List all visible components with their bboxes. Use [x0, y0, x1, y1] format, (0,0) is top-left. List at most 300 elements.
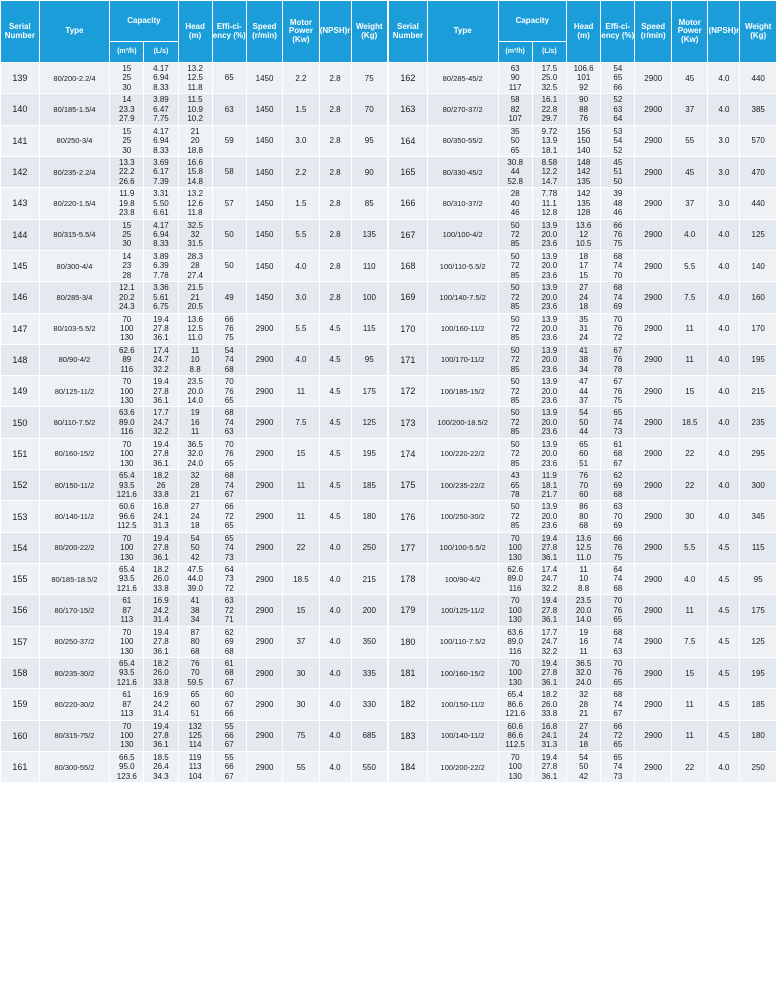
cell-motor-power: 5.5: [671, 532, 708, 563]
cell-serial-number: 183: [389, 720, 428, 751]
cell-motor-power: 7.5: [283, 407, 319, 438]
cell-npshr: 4.5: [708, 564, 740, 595]
cell-serial-number: 168: [389, 250, 428, 281]
cell-capacity-ls: 13.9 20.0 23.6: [532, 407, 566, 438]
cell-serial-number: 151: [1, 438, 40, 469]
cell-npshr: 2.8: [319, 156, 351, 187]
header-speed: Speed (r/min): [635, 1, 672, 63]
cell-speed: 2900: [246, 501, 282, 532]
cell-efficiency: 68 74 67: [212, 470, 246, 501]
cell-capacity-ls: 7.78 11.1 12.8: [532, 188, 566, 219]
cell-head: 119 113 104: [178, 751, 212, 782]
cell-speed: 2900: [635, 313, 672, 344]
cell-weight: 125: [351, 407, 388, 438]
cell-capacity-m3h: 65.4 93.5 121.6: [110, 564, 144, 595]
cell-serial-number: 140: [1, 94, 40, 125]
cell-speed: 2900: [635, 720, 672, 751]
cell-motor-power: 5.5: [283, 313, 319, 344]
cell-efficiency: 63 72 71: [212, 595, 246, 626]
cell-speed: 2900: [635, 344, 672, 375]
cell-serial-number: 170: [389, 313, 428, 344]
table-row: [1, 751, 388, 782]
cell-type: 80/250-3/4: [39, 125, 110, 156]
cell-capacity-ls: 13.9 20.0 23.6: [532, 344, 566, 375]
cell-npshr: 4.5: [708, 689, 740, 720]
cell-serial-number: 175: [389, 470, 428, 501]
cell-type: 80/185-18.5/2: [39, 564, 110, 595]
cell-efficiency: 49: [212, 282, 246, 313]
cell-motor-power: 3.0: [283, 125, 319, 156]
cell-motor-power: 30: [283, 657, 319, 688]
cell-capacity-ls: 17.4 24.7 32.2: [144, 344, 178, 375]
table-row: [389, 344, 777, 375]
cell-type: 100/200-18.5/2: [427, 407, 498, 438]
table-row: [1, 532, 388, 563]
cell-type: 80/235-30/2: [39, 657, 110, 688]
cell-serial-number: 169: [389, 282, 428, 313]
table-row: [389, 282, 777, 313]
pump-spec-table-right: [388, 0, 777, 783]
cell-weight: 440: [740, 188, 777, 219]
cell-capacity-m3h: 61 87 113: [110, 689, 144, 720]
cell-npshr: 4.5: [319, 376, 351, 407]
cell-motor-power: 75: [283, 720, 319, 751]
cell-speed: 2900: [246, 532, 282, 563]
table-row: [389, 689, 777, 720]
cell-head: 27 24 18: [567, 282, 601, 313]
table-row: [389, 94, 777, 125]
cell-weight: 200: [351, 595, 388, 626]
cell-motor-power: 11: [283, 376, 319, 407]
cell-speed: 2900: [635, 595, 672, 626]
cell-npshr: 2.8: [319, 125, 351, 156]
cell-serial-number: 180: [389, 626, 428, 657]
header-capacity: Capacity: [110, 1, 178, 42]
cell-motor-power: 22: [671, 438, 708, 469]
cell-weight: 385: [740, 94, 777, 125]
cell-type: 80/235-2.2/4: [39, 156, 110, 187]
cell-weight: 70: [351, 94, 388, 125]
cell-motor-power: 15: [671, 376, 708, 407]
cell-capacity-m3h: 30.8 44 52.8: [498, 156, 532, 187]
cell-weight: 170: [740, 313, 777, 344]
cell-capacity-m3h: 50 72 85: [498, 219, 532, 250]
cell-head: 35 31 24: [567, 313, 601, 344]
cell-capacity-ls: 19.4 27.8 36.1: [144, 313, 178, 344]
cell-serial-number: 153: [1, 501, 40, 532]
table-row: [1, 470, 388, 501]
cell-npshr: 4.0: [319, 657, 351, 688]
table-row: [389, 751, 777, 782]
cell-speed: 2900: [635, 63, 672, 94]
cell-motor-power: 4.0: [283, 250, 319, 281]
table-row: [1, 282, 388, 313]
cell-speed: 2900: [635, 532, 672, 563]
cell-npshr: 4.0: [319, 532, 351, 563]
cell-npshr: 4.0: [708, 94, 740, 125]
header-head: Head (m): [178, 1, 212, 63]
cell-capacity-m3h: 12.1 20.2 24.3: [110, 282, 144, 313]
cell-motor-power: 11: [671, 689, 708, 720]
cell-capacity-m3h: 70 100 130: [110, 626, 144, 657]
cell-speed: 2900: [635, 407, 672, 438]
cell-capacity-m3h: 15 25 30: [110, 63, 144, 94]
table-row: [1, 313, 388, 344]
cell-serial-number: 152: [1, 470, 40, 501]
cell-speed: 2900: [246, 470, 282, 501]
cell-head: 32 28 21: [178, 470, 212, 501]
cell-weight: 195: [740, 657, 777, 688]
table-row: [1, 626, 388, 657]
cell-type: 100/200-22/2: [427, 751, 498, 782]
cell-weight: 250: [351, 532, 388, 563]
cell-efficiency: 68 74 63: [601, 626, 635, 657]
cell-head: 19 16 11: [178, 407, 212, 438]
cell-weight: 110: [351, 250, 388, 281]
cell-npshr: 4.5: [708, 720, 740, 751]
cell-head: 23.5 20.0 14.0: [567, 595, 601, 626]
cell-capacity-m3h: 50 72 85: [498, 344, 532, 375]
cell-serial-number: 159: [1, 689, 40, 720]
cell-capacity-m3h: 70 100 130: [110, 532, 144, 563]
cell-efficiency: 59: [212, 125, 246, 156]
cell-serial-number: 181: [389, 657, 428, 688]
cell-serial-number: 156: [1, 595, 40, 626]
cell-head: 18 17 15: [567, 250, 601, 281]
cell-capacity-m3h: 65.4 93.5 121.6: [110, 470, 144, 501]
cell-efficiency: 45 51 50: [601, 156, 635, 187]
cell-speed: 2900: [635, 626, 672, 657]
cell-weight: 350: [351, 626, 388, 657]
cell-efficiency: 62 69 68: [601, 470, 635, 501]
table-row: [1, 344, 388, 375]
cell-speed: 1450: [246, 156, 282, 187]
cell-weight: 335: [351, 657, 388, 688]
table-header-left: [1, 1, 388, 63]
cell-npshr: 4.5: [708, 626, 740, 657]
cell-weight: 95: [351, 125, 388, 156]
cell-weight: 180: [351, 501, 388, 532]
cell-weight: 550: [351, 751, 388, 782]
cell-motor-power: 45: [671, 63, 708, 94]
cell-capacity-m3h: 15 25 30: [110, 125, 144, 156]
cell-speed: 1450: [246, 282, 282, 313]
cell-npshr: 4.0: [319, 595, 351, 626]
cell-type: 100/110-5.5/2: [427, 250, 498, 281]
cell-weight: 180: [740, 720, 777, 751]
table-row: [1, 501, 388, 532]
cell-head: 36.5 32.0 24.0: [178, 438, 212, 469]
cell-capacity-m3h: 63.6 89.0 116: [110, 407, 144, 438]
cell-motor-power: 11: [283, 470, 319, 501]
cell-speed: 1450: [246, 63, 282, 94]
table-row: [389, 470, 777, 501]
cell-head: 65 60 51: [178, 689, 212, 720]
cell-efficiency: 68 74 63: [212, 407, 246, 438]
cell-efficiency: 66 76 75: [212, 313, 246, 344]
cell-capacity-m3h: 50 72 85: [498, 250, 532, 281]
cell-weight: 135: [351, 219, 388, 250]
cell-type: 80/200-22/2: [39, 532, 110, 563]
cell-serial-number: 178: [389, 564, 428, 595]
cell-efficiency: 52 63 64: [601, 94, 635, 125]
cell-efficiency: 65 74 73: [601, 407, 635, 438]
cell-capacity-m3h: 50 72 85: [498, 407, 532, 438]
cell-speed: 2900: [635, 501, 672, 532]
table-row: [1, 63, 388, 94]
cell-head: 19 16 11: [567, 626, 601, 657]
cell-efficiency: 64 74 68: [601, 564, 635, 595]
header-weight: Weight (Kg): [740, 1, 777, 63]
cell-capacity-m3h: 70 100 130: [110, 313, 144, 344]
cell-serial-number: 145: [1, 250, 40, 281]
cell-weight: 125: [740, 219, 777, 250]
cell-npshr: 4.0: [319, 564, 351, 595]
cell-motor-power: 11: [671, 344, 708, 375]
cell-efficiency: 53 54 52: [601, 125, 635, 156]
cell-capacity-m3h: 15 25 30: [110, 219, 144, 250]
cell-capacity-ls: 3.31 5.50 6.61: [144, 188, 178, 219]
header-serial-number: Serial Number: [1, 1, 40, 63]
cell-capacity-ls: 3.69 6.17 7.39: [144, 156, 178, 187]
cell-type: 100/125-11/2: [427, 595, 498, 626]
cell-head: 65 60 51: [567, 438, 601, 469]
cell-serial-number: 161: [1, 751, 40, 782]
header-motor-power: Motor Power (Kw): [283, 1, 319, 63]
cell-weight: 440: [740, 63, 777, 94]
cell-npshr: 3.0: [708, 188, 740, 219]
cell-type: 80/315-75/2: [39, 720, 110, 751]
cell-capacity-ls: 17.5 25.0 32.5: [532, 63, 566, 94]
cell-motor-power: 11: [671, 720, 708, 751]
cell-efficiency: 50: [212, 250, 246, 281]
cell-efficiency: 65 74 73: [212, 532, 246, 563]
cell-capacity-ls: 4.17 6.94 8.33: [144, 219, 178, 250]
cell-capacity-m3h: 70 100 130: [110, 720, 144, 751]
cell-efficiency: 61 68 67: [212, 657, 246, 688]
table-body-left: [1, 63, 388, 783]
cell-head: 54 50 42: [178, 532, 212, 563]
cell-speed: 2900: [246, 657, 282, 688]
cell-type: 80/103-5.5/2: [39, 313, 110, 344]
cell-weight: 300: [740, 470, 777, 501]
cell-efficiency: 61 68 67: [601, 438, 635, 469]
table-row: [389, 595, 777, 626]
cell-head: 54 50 44: [567, 407, 601, 438]
cell-speed: 2900: [635, 438, 672, 469]
cell-capacity-ls: 17.7 24.7 32.2: [144, 407, 178, 438]
cell-speed: 2900: [246, 720, 282, 751]
cell-type: 100/220-22/2: [427, 438, 498, 469]
cell-motor-power: 4.0: [671, 219, 708, 250]
cell-capacity-ls: 19.4 27.8 36.1: [532, 532, 566, 563]
table-body-right: [389, 63, 777, 783]
table-header-right: [389, 1, 777, 63]
cell-weight: 115: [351, 313, 388, 344]
cell-weight: 175: [740, 595, 777, 626]
cell-speed: 2900: [246, 564, 282, 595]
cell-efficiency: 65 74 73: [601, 751, 635, 782]
cell-motor-power: 4.0: [283, 344, 319, 375]
cell-type: 80/110-7.5/2: [39, 407, 110, 438]
cell-head: 156 150 140: [567, 125, 601, 156]
table-row: [389, 376, 777, 407]
cell-head: 11.5 10.9 10.2: [178, 94, 212, 125]
cell-efficiency: 55 66 67: [212, 751, 246, 782]
table-row: [1, 125, 388, 156]
cell-capacity-m3h: 50 72 85: [498, 376, 532, 407]
cell-npshr: 4.0: [708, 282, 740, 313]
cell-motor-power: 37: [671, 188, 708, 219]
cell-speed: 2900: [635, 657, 672, 688]
cell-efficiency: 70 76 65: [601, 595, 635, 626]
cell-npshr: 4.0: [708, 751, 740, 782]
cell-capacity-m3h: 50 72 85: [498, 313, 532, 344]
cell-capacity-m3h: 70 100 130: [498, 751, 532, 782]
table-row: [1, 219, 388, 250]
cell-type: 80/250-37/2: [39, 626, 110, 657]
cell-npshr: 3.0: [708, 156, 740, 187]
cell-serial-number: 174: [389, 438, 428, 469]
cell-motor-power: 30: [283, 689, 319, 720]
cell-efficiency: 66 72 65: [601, 720, 635, 751]
cell-capacity-ls: 13.9 20.0 23.6: [532, 501, 566, 532]
cell-motor-power: 11: [283, 501, 319, 532]
cell-weight: 185: [351, 470, 388, 501]
cell-weight: 160: [740, 282, 777, 313]
cell-type: 80/270-37/2: [427, 94, 498, 125]
cell-motor-power: 15: [283, 595, 319, 626]
cell-efficiency: 67 76 78: [601, 344, 635, 375]
table-row: [1, 689, 388, 720]
cell-head: 41 38 34: [178, 595, 212, 626]
cell-efficiency: 62 69 68: [212, 626, 246, 657]
header-serial-number: Serial Number: [389, 1, 428, 63]
cell-capacity-ls: 13.9 20.0 23.6: [532, 282, 566, 313]
header-head: Head (m): [567, 1, 601, 63]
cell-capacity-m3h: 50 72 85: [498, 282, 532, 313]
cell-capacity-ls: 13.9 20.0 23.6: [532, 219, 566, 250]
header-speed: Speed (r/min): [246, 1, 282, 63]
cell-type: 80/185-1.5/4: [39, 94, 110, 125]
cell-capacity-ls: 16.9 24.2 31.4: [144, 595, 178, 626]
table-row: [389, 63, 777, 94]
cell-serial-number: 157: [1, 626, 40, 657]
table-row: [389, 532, 777, 563]
cell-efficiency: 55 66 67: [212, 720, 246, 751]
cell-type: 80/315-5.5/4: [39, 219, 110, 250]
cell-motor-power: 37: [671, 94, 708, 125]
cell-npshr: 4.5: [708, 657, 740, 688]
cell-type: 100/235-22/2: [427, 470, 498, 501]
cell-capacity-ls: 13.9 20.0 23.6: [532, 313, 566, 344]
table-row: [389, 564, 777, 595]
table-row: [389, 626, 777, 657]
cell-head: 132 125 114: [178, 720, 212, 751]
cell-type: 80/285-3/4: [39, 282, 110, 313]
cell-efficiency: 63: [212, 94, 246, 125]
cell-weight: 195: [351, 438, 388, 469]
cell-weight: 295: [740, 438, 777, 469]
cell-head: 13.2 12.6 11.8: [178, 188, 212, 219]
header-motor-power: Motor Power (Kw): [671, 1, 708, 63]
cell-head: 76 70 59.5: [178, 657, 212, 688]
cell-type: 80/220-30/2: [39, 689, 110, 720]
cell-head: 90 88 76: [567, 94, 601, 125]
cell-speed: 2900: [246, 344, 282, 375]
cell-head: 13.2 12.5 11.8: [178, 63, 212, 94]
cell-npshr: 2.8: [319, 219, 351, 250]
cell-motor-power: 18.5: [671, 407, 708, 438]
cell-type: 80/300-55/2: [39, 751, 110, 782]
cell-weight: 95: [351, 344, 388, 375]
cell-head: 142 135 128: [567, 188, 601, 219]
cell-motor-power: 45: [671, 156, 708, 187]
cell-capacity-ls: 3.36 5.61 6.75: [144, 282, 178, 313]
cell-serial-number: 142: [1, 156, 40, 187]
cell-head: 11 10 8.8: [178, 344, 212, 375]
cell-head: 16.6 15.8 14.8: [178, 156, 212, 187]
cell-npshr: 4.0: [319, 720, 351, 751]
cell-npshr: 4.0: [708, 438, 740, 469]
table-row: [1, 376, 388, 407]
cell-type: 80/350-55/2: [427, 125, 498, 156]
cell-head: 27 24 18: [567, 720, 601, 751]
cell-head: 28.3 28 27.4: [178, 250, 212, 281]
cell-capacity-m3h: 28 40 46: [498, 188, 532, 219]
cell-npshr: 4.0: [708, 376, 740, 407]
cell-npshr: 4.0: [708, 63, 740, 94]
cell-weight: 85: [351, 188, 388, 219]
cell-serial-number: 147: [1, 313, 40, 344]
cell-capacity-ls: 19.4 27.8 36.1: [144, 720, 178, 751]
cell-npshr: 4.0: [319, 689, 351, 720]
cell-speed: 2900: [246, 438, 282, 469]
header-type: Type: [427, 1, 498, 63]
header-efficiency: Effi-ci-ency (%): [601, 1, 635, 63]
cell-efficiency: 63 70 69: [601, 501, 635, 532]
cell-capacity-ls: 18.2 26.0 33.8: [532, 689, 566, 720]
header-capacity-ls: (L/s): [144, 42, 178, 63]
cell-capacity-ls: 13.9 20.0 23.6: [532, 438, 566, 469]
cell-motor-power: 55: [671, 125, 708, 156]
cell-speed: 2900: [246, 751, 282, 782]
table-row: [389, 156, 777, 187]
cell-speed: 2900: [635, 564, 672, 595]
cell-type: 80/300-4/4: [39, 250, 110, 281]
cell-capacity-m3h: 62.6 89 116: [110, 344, 144, 375]
cell-serial-number: 179: [389, 595, 428, 626]
cell-capacity-ls: 8.58 12.2 14.7: [532, 156, 566, 187]
cell-capacity-ls: 18.2 26.0 33.8: [144, 657, 178, 688]
cell-head: 27 24 18: [178, 501, 212, 532]
cell-speed: 2900: [635, 94, 672, 125]
cell-weight: 250: [740, 751, 777, 782]
cell-capacity-m3h: 14 23 28: [110, 250, 144, 281]
cell-head: 41 38 34: [567, 344, 601, 375]
cell-motor-power: 2.2: [283, 63, 319, 94]
table-row: [389, 657, 777, 688]
cell-head: 23.5 20.0 14.0: [178, 376, 212, 407]
cell-motor-power: 1.5: [283, 188, 319, 219]
cell-speed: 2900: [635, 125, 672, 156]
cell-type: 80/150-11/2: [39, 470, 110, 501]
cell-npshr: 2.8: [319, 63, 351, 94]
cell-speed: 1450: [246, 125, 282, 156]
cell-speed: 2900: [246, 689, 282, 720]
cell-capacity-m3h: 70 100 130: [110, 438, 144, 469]
cell-motor-power: 11: [671, 595, 708, 626]
